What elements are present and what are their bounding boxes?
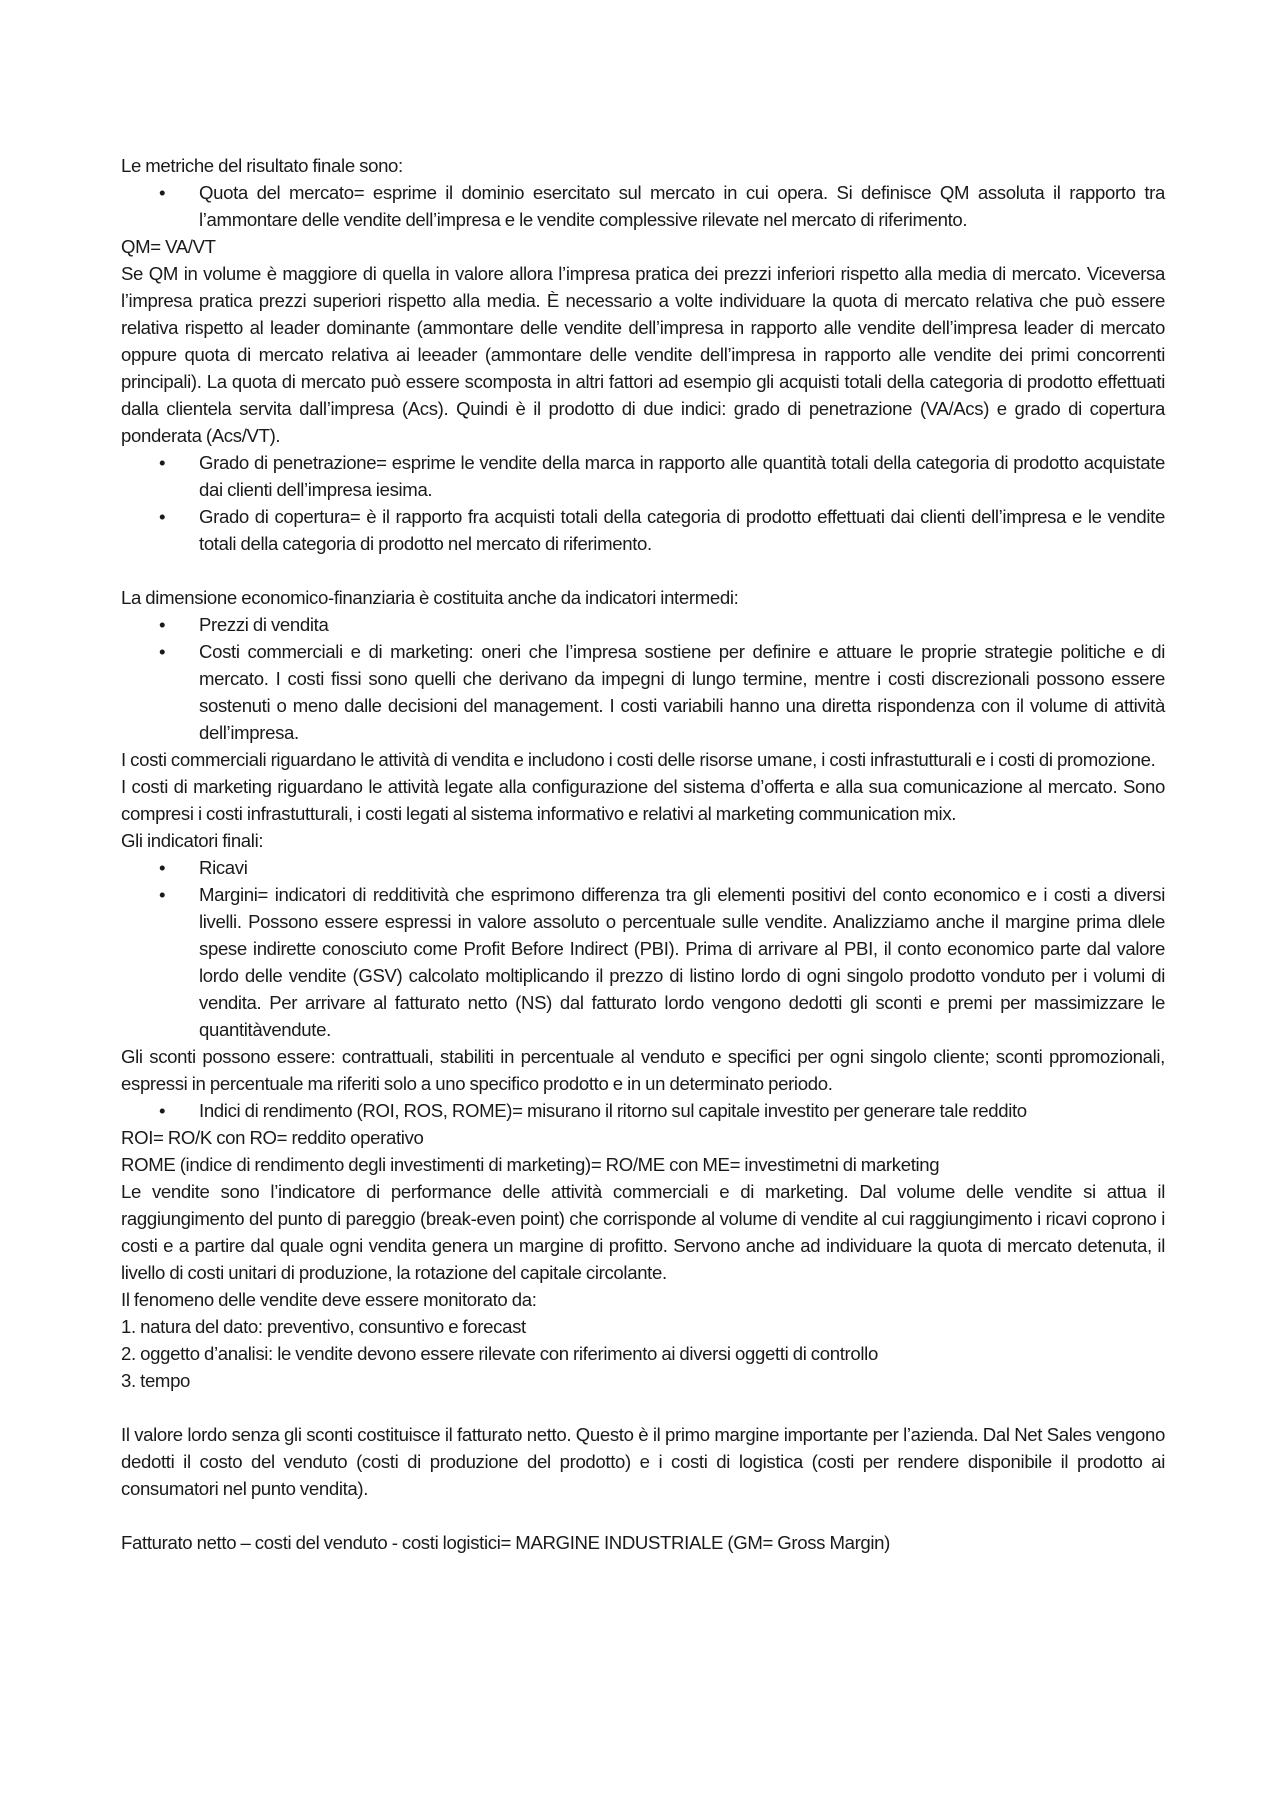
bullet-marker: • xyxy=(159,1100,166,1121)
numbered-item-3: 3. tempo xyxy=(121,1370,191,1391)
bullet-text: Quota del mercato= esprime il dominio esercitato sul mercato in cui opera. Si definisce QM assoluta il rapporto tra l’ammontare delle vendite dell’impresa e le vendite complessive rilevate nel mercato di riferimento. xyxy=(199,182,1165,230)
paragraph-fatturato-netto: Il valore lordo senza gli sconti costituisce il fatturato netto. Questo è il primo margine importante per l’azienda. Dal Net Sales vengono dedotti il costo del venduto (costi di produzione del prodotto) e i costi di logistica (costi per rendere disponibile il prodotto ai consumatori nel punto vendita). xyxy=(121,1424,1165,1499)
bullet-grado-penetrazione xyxy=(121,449,1165,503)
bullet-text: Indici di rendimento (ROI, ROS, ROME)= misurano il ritorno sul capitale investito per generare tale reddito xyxy=(199,1100,1027,1121)
bullet-marker: • xyxy=(159,452,166,473)
bullet-costi xyxy=(121,638,1165,746)
roi-formula: ROI= RO/K con RO= reddito operativo xyxy=(121,1127,424,1148)
bullet-text: Grado di copertura= è il rapporto fra acquisti totali della categoria di prodotto effettuati dai clienti dell’impresa e le vendite totali della categoria di prodotto nel mercato di riferimento. xyxy=(199,506,1165,554)
blank-line xyxy=(121,557,1165,584)
paragraph-sconti: Gli sconti possono essere: contrattuali, stabiliti in percentuale al venduto e specifici per ogni singolo cliente; sconti ppromozionali, espressi in percentuale ma riferiti solo a uno specifico prodotto e in un determinato periodo. xyxy=(121,1046,1165,1094)
bullet-indici xyxy=(121,1097,1165,1124)
bullet-text: Prezzi di vendita xyxy=(199,614,329,635)
bullet-marker: • xyxy=(159,641,166,662)
bullet-text: Grado di penetrazione= esprime le vendite della marca in rapporto alle quantità totali della categoria di prodotto acquistate dai clienti dell’impresa iesima. xyxy=(199,452,1165,500)
blank-line xyxy=(121,1394,1165,1421)
bullet-quota-mercato xyxy=(121,179,1165,233)
bullet-ricavi xyxy=(121,854,1165,881)
bullet-marker: • xyxy=(159,857,166,878)
monitor-intro: Il fenomeno delle vendite deve essere monitorato da: xyxy=(121,1289,537,1310)
numbered-item-1: 1. natura del dato: preventivo, consuntivo e forecast xyxy=(121,1316,526,1337)
dimension-intro: La dimensione economico-finanziaria è costituita anche da indicatori intermedi: xyxy=(121,587,739,608)
bullet-text: Ricavi xyxy=(199,857,248,878)
bullet-marker: • xyxy=(159,506,166,527)
numbered-item-2: 2. oggetto d’analisi: le vendite devono essere rilevate con riferimento ai diversi oggetti di controllo xyxy=(121,1343,878,1364)
paragraph-costi-commerciali: I costi commerciali riguardano le attività di vendita e includono i costi delle risorse umane, i costi infrastutturali e i costi di promozione. xyxy=(121,749,1156,770)
qm-formula: QM= VA/VT xyxy=(121,236,216,257)
document-page xyxy=(121,152,1165,1556)
bullet-text: Margini= indicatori di redditività che esprimono differenza tra gli elementi positivi del conto economico e i costi a diversi livelli. Possono essere espressi in valore assoluto o percentuale sulle vendite. Analizziamo anche il margine prima dlele spese indirette conosciuto come Profit Before Indirect (PBI). Prima di arrivare al PBI, il conto economico parte dal valore lordo delle vendite (GSV) calcolato moltiplicando il prezzo di listino lordo di ogni singolo prodotto vonduto per i volumi di vendita. Per arrivare al fatturato netto (NS) dal fatturato lordo vengono dedotti gli sconti e premi per massimizzare le quantitàvendute. xyxy=(199,884,1165,1040)
bullet-prezzi xyxy=(121,611,1165,638)
gross-margin-formula: Fatturato netto – costi del venduto - costi logistici= MARGINE INDUSTRIALE (GM= Gross Margin) xyxy=(121,1532,891,1553)
bullet-grado-copertura xyxy=(121,503,1165,557)
intro-text: Le metriche del risultato finale sono: xyxy=(121,155,403,176)
bullet-marker: • xyxy=(159,614,166,635)
bullet-marker: • xyxy=(159,182,166,203)
final-indicators-intro: Gli indicatori finali: xyxy=(121,830,264,851)
paragraph-vendite: Le vendite sono l’indicatore di performance delle attività commerciali e di marketing. Dal volume delle vendite si attua il raggiungimento del punto di pareggio (break-even point) che corrisponde al volume di vendite al cui raggiungimento i ricavi coprono i costi e a partire dal quale ogni vendita genera un margine di profitto. Servono anche ad individuare la quota di mercato detenuta, il livello di costi unitari di produzione, la rotazione del capitale circolante. xyxy=(121,1181,1165,1283)
rome-formula: ROME (indice di rendimento degli investimenti di marketing)= RO/ME con ME= investimetni di marketing xyxy=(121,1154,940,1175)
paragraph-qm: Se QM in volume è maggiore di quella in valore allora l’impresa pratica dei prezzi inferiori rispetto alla media di mercato. Viceversa l’impresa pratica prezzi superiori rispetto alla media. È necessario a volte individuare la quota di mercato relativa che può essere relativa rispetto al leader dominante (ammontare delle vendite dell’impresa in rapporto alle vendite dell’impresa leader di mercato oppure quota di mercato relativa ai leeader (ammontare delle vendite dell’impresa in rapporto alle vendite dei primi concorrenti principali). La quota di mercato può essere scomposta in altri fattori ad esempio gli acquisti totali della categoria di prodotto effettuati dalla clientela servita dall’impresa (Acs). Quindi è il prodotto di due indici: grado di penetrazione (VA/Acs) e grado di copertura ponderata (Acs/VT). xyxy=(121,263,1165,446)
bullet-marker: • xyxy=(159,884,166,905)
paragraph-costi-marketing: I costi di marketing riguardano le attività legate alla configurazione del sistema d’offerta e alla sua comunicazione al mercato. Sono compresi i costi infrastutturali, i costi legati al sistema informativo e relativi al marketing communication mix. xyxy=(121,776,1165,824)
bullet-text: Costi commerciali e di marketing: oneri che l’impresa sostiene per definire e attuare le proprie strategie politiche e di mercato. I costi fissi sono quelli che derivano da impegni di lungo termine, mentre i costi discrezionali possono essere sostenuti o meno dalle decisioni del management. I costi variabili hanno una diretta rispondenza con il volume di attività dell’impresa. xyxy=(199,641,1165,743)
bullet-margini xyxy=(121,881,1165,1043)
blank-line xyxy=(121,1502,1165,1529)
